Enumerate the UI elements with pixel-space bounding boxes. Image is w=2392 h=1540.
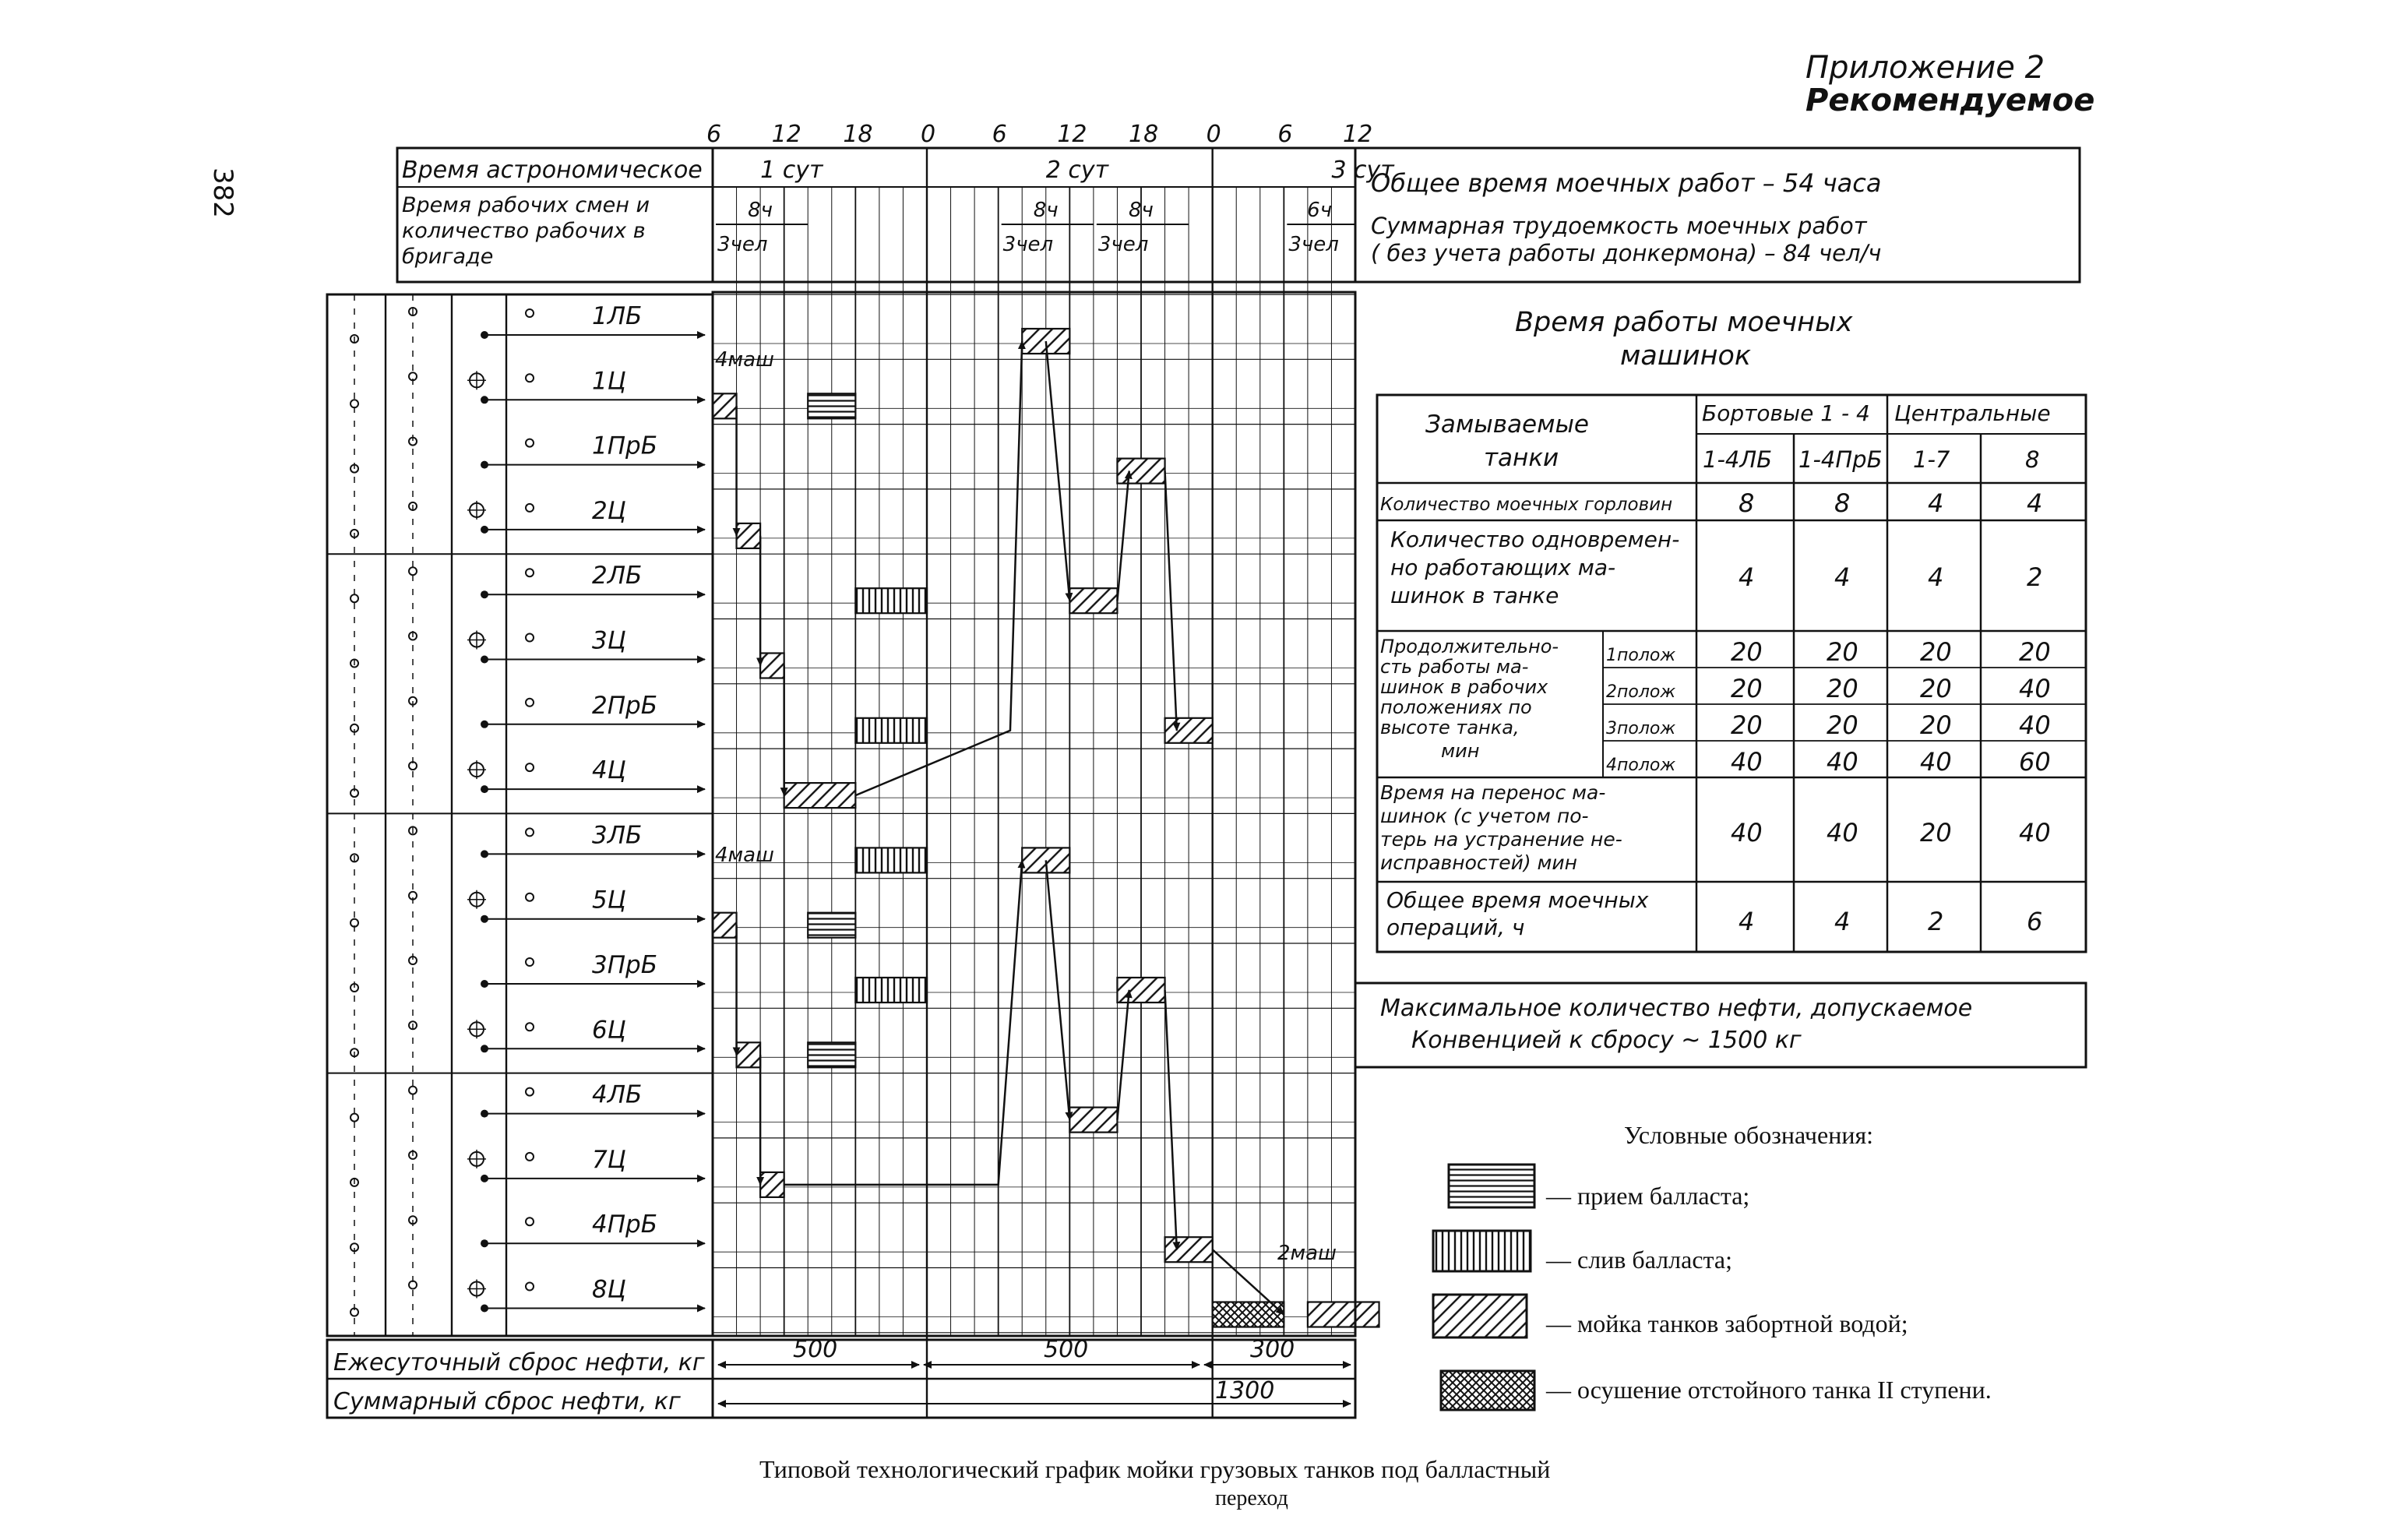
- washing-opening: [526, 958, 534, 966]
- col-tanks-header-2: танки: [1484, 444, 1559, 472]
- machines-table: [1377, 395, 2086, 952]
- washing-opening: [526, 893, 534, 901]
- operation-bar-ballast-intake: [808, 913, 855, 938]
- operation-bar-tank-washing: [1165, 718, 1213, 743]
- total-discharge-value: 1300: [1215, 1377, 1275, 1404]
- washing-opening: [526, 309, 534, 317]
- operation-bar-tank-washing: [713, 913, 737, 938]
- operation-bar-ballast-discharge: [855, 718, 927, 743]
- tank-label: 2Ц: [592, 496, 626, 525]
- daily-discharge-day3: 300: [1250, 1336, 1295, 1363]
- table-cell-value: 40: [2019, 818, 2051, 848]
- machines-table-title-line1: Время работы моечных: [1515, 307, 1853, 338]
- row-duration-label-3: шинок в рабочих: [1380, 676, 1548, 698]
- daily-discharge-day1: 500: [793, 1336, 838, 1363]
- table-cell-value: 20: [1731, 637, 1763, 667]
- shifts-label-line1: Время рабочих смен и: [402, 193, 650, 217]
- machine-transfer-arrow: [1165, 471, 1177, 731]
- shifts-label-line3: бригаде: [402, 245, 494, 269]
- table-cell-value: 20: [1920, 818, 1952, 848]
- table-cell-value: 20: [2019, 637, 2051, 667]
- table-cell-value: 2: [1928, 907, 1944, 936]
- hour-tick-label: 18: [843, 121, 873, 148]
- total-discharge-label: Суммарный сброс нефти, кг: [333, 1388, 681, 1415]
- row-simultaneous-label-2: но работающих ма-: [1390, 555, 1616, 580]
- day-label: 3 сут: [1331, 157, 1394, 184]
- page-number: 382: [207, 167, 238, 218]
- labor-text-line1: Суммарная трудоемкость моечных работ: [1371, 213, 1867, 239]
- machines-label-1: 4маш: [715, 348, 774, 372]
- group-side-header: Бортовые 1 - 4: [1702, 400, 1870, 426]
- table-cell-value: 20: [1827, 710, 1858, 740]
- operation-bar-tank-washing: [1069, 1108, 1117, 1133]
- washing-opening: [351, 1114, 358, 1122]
- col-header-2: 1-4ПрБ: [1798, 446, 1883, 473]
- operation-bar-tank-washing: [1117, 459, 1164, 484]
- operation-bar-tank-washing: [1165, 1237, 1213, 1262]
- row-total-label-2: операций, ч: [1386, 914, 1525, 940]
- table-cell-value: 20: [1920, 637, 1952, 667]
- tank-label: 7Ц: [592, 1145, 626, 1174]
- table-cell-value: 20: [1920, 710, 1952, 740]
- tank-label: 1Ц: [592, 367, 626, 396]
- shift-crew: 3чел: [1097, 233, 1149, 256]
- group-center-header: Центральные: [1894, 400, 2051, 426]
- tank-label: 4Ц: [592, 756, 626, 785]
- legend-title: Условные обозначения:: [1624, 1121, 1874, 1149]
- washing-opening: [526, 569, 534, 576]
- table-cell-value: 60: [2019, 747, 2051, 777]
- day-label: 1 сут: [760, 157, 823, 184]
- col-header-1: 1-4ЛБ: [1703, 446, 1773, 473]
- caption-line2: переход: [1215, 1486, 1288, 1510]
- table-cell-value: 40: [1731, 747, 1763, 777]
- table-cell-value: 40: [2019, 674, 2051, 703]
- tank-label: 4ЛБ: [592, 1080, 643, 1109]
- position-label: 1полож: [1606, 646, 1676, 665]
- table-cell-value: 20: [1731, 674, 1763, 703]
- table-cell-value: 4: [1739, 562, 1755, 592]
- washing-opening: [351, 400, 358, 407]
- legend-swatch-settling-drain: [1441, 1371, 1534, 1410]
- shift-crew: 3чел: [717, 233, 768, 256]
- shift-crew: 3чел: [1288, 233, 1339, 256]
- washing-opening: [526, 1088, 534, 1096]
- row-transfer-label-4: исправностей) мин: [1380, 851, 1577, 874]
- row-simultaneous-label-3: шинок в танке: [1390, 583, 1559, 608]
- washing-opening: [526, 439, 534, 447]
- operation-bar-tank-washing: [760, 1172, 784, 1197]
- hour-tick-label: 0: [921, 121, 936, 148]
- washing-opening: [526, 1218, 534, 1225]
- max-oil-line1: Максимальное количество нефти, допускаемое: [1380, 995, 1973, 1022]
- table-cell-value: 4: [1928, 488, 1944, 518]
- time-axis: [706, 121, 1395, 256]
- table-cell-value: 8: [1834, 488, 1851, 518]
- shifts-label-line2: количество рабочих в: [402, 219, 646, 243]
- tank-label: 1ЛБ: [592, 302, 643, 330]
- shift-hours: 8ч: [1129, 199, 1154, 222]
- legend-label-ballast-discharge: — слив балласта;: [1546, 1246, 1732, 1274]
- hour-tick-label: 6: [992, 121, 1007, 148]
- washing-opening: [526, 504, 534, 512]
- operation-bar-ballast-discharge: [855, 848, 927, 872]
- washing-opening: [526, 828, 534, 836]
- row-transfer-label-1: Время на перенос ма-: [1380, 781, 1606, 804]
- shift-hours: 8ч: [748, 199, 773, 222]
- hour-tick-label: 12: [771, 121, 801, 148]
- appendix-title: Приложение 2: [1805, 50, 2045, 86]
- washing-opening: [526, 1023, 534, 1031]
- legend-label-tank-washing: — мойка танков забортной водой;: [1546, 1309, 1908, 1337]
- table-cell-value: 40: [1827, 747, 1858, 777]
- tank-label: 3ПрБ: [592, 951, 657, 979]
- hour-tick-label: 18: [1129, 121, 1159, 148]
- washing-opening: [526, 763, 534, 771]
- machine-transfer-arrow: [1046, 860, 1070, 1119]
- operation-bar-tank-washing: [784, 783, 856, 808]
- row-duration-label-4: положениях по: [1380, 696, 1532, 718]
- caption-line1: Типовой технологический график мойки грузовых танков под балластный: [759, 1455, 1551, 1483]
- tank-label: 3Ц: [592, 626, 626, 655]
- washing-opening: [409, 567, 417, 575]
- operation-bar-ballast-intake: [808, 1042, 855, 1067]
- row-duration-label-5: высоте танка,: [1380, 717, 1520, 738]
- washing-opening: [526, 374, 534, 382]
- oil-discharge-rows: [327, 1336, 1355, 1418]
- operation-bar-tank-washing: [737, 523, 761, 548]
- table-cell-value: 40: [1827, 818, 1858, 848]
- table-cell-value: 20: [1920, 674, 1952, 703]
- hour-tick-label: 12: [1343, 121, 1373, 148]
- table-cell-value: 6: [2027, 907, 2043, 936]
- table-cell-value: 2: [2027, 562, 2043, 592]
- tank-label: 5Ц: [592, 886, 626, 914]
- position-label: 4полож: [1606, 756, 1676, 775]
- col-header-4: 8: [2025, 446, 2040, 473]
- row-total-label-1: Общее время моечных: [1386, 887, 1649, 913]
- shift-crew: 3чел: [1002, 233, 1054, 256]
- machine-transfer-arrow: [1165, 990, 1177, 1249]
- hour-tick-label: 12: [1057, 121, 1087, 148]
- operation-bar-tank-washing: [1117, 978, 1164, 1003]
- legend-label-ballast-intake: — прием балласта;: [1546, 1182, 1750, 1210]
- operation-bar-ballast-intake: [808, 393, 855, 418]
- table-cell-value: 8: [1739, 488, 1755, 518]
- machine-transfer-arrow: [1117, 471, 1129, 601]
- shift-hours: 6ч: [1307, 199, 1333, 222]
- total-time-text: Общее время моечных работ – 54 часа: [1371, 168, 1882, 198]
- position-label: 2полож: [1606, 682, 1676, 702]
- table-cell-value: 4: [1834, 562, 1851, 592]
- machines-label-3: 2маш: [1277, 1242, 1337, 1265]
- tank-label: 2ПрБ: [592, 691, 657, 720]
- table-cell-value: 40: [1731, 818, 1763, 848]
- row-duration-label-1: Продолжительно-: [1380, 636, 1559, 657]
- row-duration-label-2: сть работы ма-: [1380, 656, 1529, 678]
- table-cell-value: 40: [2019, 710, 2051, 740]
- row-transfer-label-3: терь на устранение не-: [1380, 828, 1622, 851]
- day-label: 2 сут: [1045, 157, 1109, 184]
- tank-label: 6Ц: [592, 1016, 626, 1045]
- washing-opening: [526, 699, 534, 707]
- max-oil-line2: Конвенцией к сбросу ~ 1500 кг: [1411, 1027, 1802, 1054]
- machine-transfer-arrow: [1117, 990, 1129, 1120]
- position-label: 3полож: [1606, 719, 1676, 738]
- tank-plan: [327, 294, 713, 1336]
- table-cell-value: 20: [1827, 637, 1858, 667]
- row-simultaneous-label-1: Количество одновремен-: [1390, 527, 1680, 552]
- washing-opening: [526, 634, 534, 642]
- table-cell-value: 4: [1928, 562, 1944, 592]
- hour-tick-label: 6: [706, 121, 722, 148]
- table-cell-value: 20: [1731, 710, 1763, 740]
- row-necks-label: Количество моечных горловин: [1380, 495, 1673, 515]
- tank-label: 2ЛБ: [592, 562, 643, 590]
- washing-opening: [526, 1283, 534, 1291]
- operation-bar-tank-washing: [1308, 1302, 1379, 1327]
- legend-label-settling-drain: — осушение отстойного танка II ступени.: [1546, 1376, 1992, 1404]
- row-duration-label-6: мин: [1441, 740, 1480, 762]
- daily-discharge-label: Ежесуточный сброс нефти, кг: [333, 1349, 705, 1376]
- legend: [1433, 1121, 1992, 1410]
- tank-label: 8Ц: [592, 1275, 626, 1304]
- operation-bar-tank-washing: [1069, 588, 1117, 613]
- labor-text-line2: ( без учета работы донкермона) – 84 чел/ч: [1371, 240, 1882, 266]
- washing-opening: [409, 1087, 417, 1094]
- legend-swatch-tank-washing: [1433, 1295, 1527, 1337]
- tank-label: 1ПрБ: [592, 432, 657, 460]
- table-cell-value: 40: [1920, 747, 1952, 777]
- table-cell-value: 4: [1834, 907, 1851, 936]
- operation-bar-ballast-discharge: [855, 588, 927, 613]
- washing-opening: [351, 594, 358, 602]
- shift-hours: 8ч: [1033, 199, 1059, 222]
- col-header-3: 1-7: [1913, 446, 1950, 473]
- table-cell-value: 20: [1827, 674, 1858, 703]
- appendix-subtitle: Рекомендуемое: [1805, 83, 2095, 118]
- row-transfer-label-2: шинок (с учетом по-: [1380, 805, 1589, 827]
- operation-bar-ballast-discharge: [855, 978, 927, 1003]
- legend-swatch-ballast-discharge: [1433, 1231, 1531, 1271]
- table-cell-value: 4: [1739, 907, 1755, 936]
- daily-discharge-day2: 500: [1044, 1336, 1089, 1363]
- legend-swatch-ballast-intake: [1449, 1165, 1534, 1207]
- tank-label: 4ПрБ: [592, 1211, 657, 1239]
- hour-tick-label: 0: [1206, 121, 1221, 148]
- machines-label-2: 4маш: [715, 844, 774, 867]
- operation-bar-tank-washing: [713, 393, 737, 418]
- table-cell-value: 4: [2027, 488, 2043, 518]
- washing-opening: [526, 1153, 534, 1161]
- machines-table-title-line2: машинок: [1620, 340, 1752, 372]
- machine-transfer-arrow: [1046, 341, 1070, 601]
- operation-bar-tank-washing: [737, 1042, 761, 1067]
- tank-label: 3ЛБ: [592, 821, 643, 850]
- hour-tick-label: 6: [1277, 121, 1293, 148]
- astronomical-time-label: Время астрономическое: [402, 157, 703, 184]
- col-tanks-header-1: Замываемые: [1425, 411, 1590, 439]
- operation-bar-tank-washing: [760, 654, 784, 678]
